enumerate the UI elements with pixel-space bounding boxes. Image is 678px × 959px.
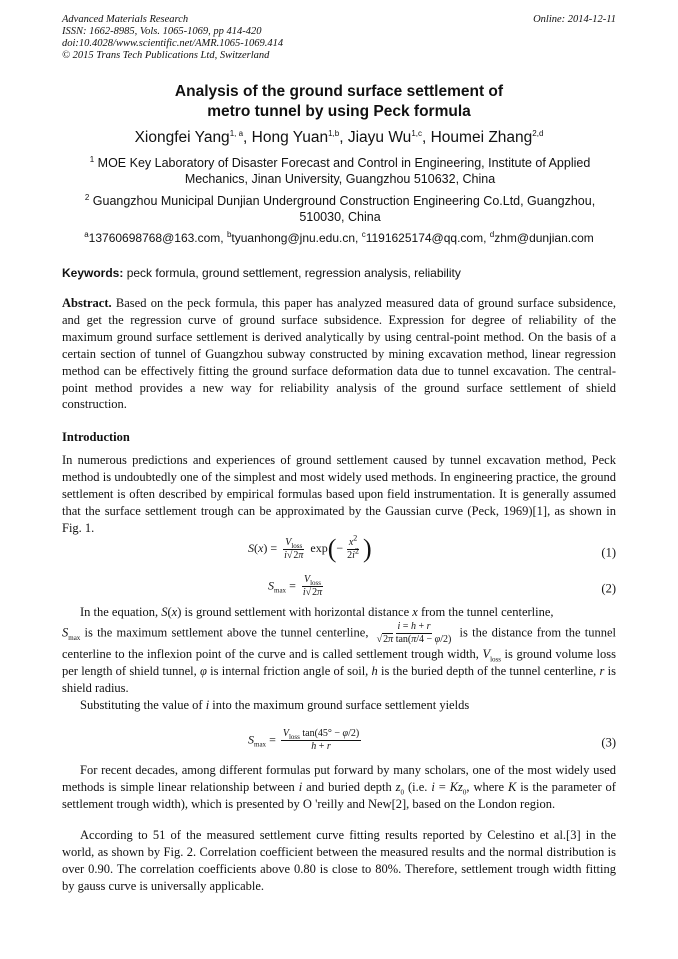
equation-explanation: In the equation, S(x) is ground settlement with horizontal distance x from the tunnel centerline, $S_{max}$ is the maximum settlement above the tunnel centerline, $\frac{i = h + r}{\text{√2π tan(π/4 − φ/2)}}$ is the distance from the tunnel centerline to the inflexion point of the curve and is called settlement trough width, $V_{loss}$ is ground volume loss per length of shield tunnel, φ is internal friction angle of soil, h is the buried depth of the tunnel centerline, r is shield radius. Substituting the value of i into the maximum ground surface settlement yields xyxy=(62,605,616,712)
issn: ISSN: 1662-8985, Vols. 1065-1069, pp 414-420 xyxy=(62,26,262,37)
online-date: Online: 2014-12-11 xyxy=(533,14,616,25)
intro-paragraph: In numerous predictions and experiences of ground settlement caused by tunnel excavation method, Peck method is undoubtedly one of the simplest and most widely used methods. In engineering practice, the ground settlement is often described by empirical formulas based upon field instrumentation. It is generally assumed that the surface settlement trough can be approximated by the Gaussian curve (Peck, 1969)[1], as shown in Fig. 1. xyxy=(62,453,616,535)
journal-name: Advanced Materials Research xyxy=(62,14,189,25)
keywords-text: peck formula, ground settlement, regression analysis, reliability xyxy=(123,266,461,280)
author-name: Hong Yuan xyxy=(251,129,329,146)
doi: doi:10.4028/www.scientific.net/AMR.1065-1069.414 xyxy=(62,38,284,49)
abstract xyxy=(62,295,616,413)
email: 1191625174@qq.com, xyxy=(365,231,490,245)
affiliation-2: $^2$ Guangzhou Municipal Dunjian Underground Construction Engineering Co.Ltd, Guangzhou, 510030, China xyxy=(84,192,596,224)
author-name: Houmei Zhang xyxy=(430,129,533,146)
equation-1: S(x) = $\frac{V_{loss}}{i√2\pi}$ exp(− $\frac{x^2}{2i^2}$ ) (1) xyxy=(248,533,616,563)
copyright: © 2015 Trans Tech Publications Ltd, Switzerland xyxy=(62,50,270,61)
email-list: $^a$13760698768@163.com, $^b$tyuanhong@jnu.edu.cn, $^c$1191625174@qq.com, $^d$zhm@dunjian.com xyxy=(84,230,594,245)
keywords xyxy=(62,265,616,281)
email: zhm@dunjian.com xyxy=(494,231,594,245)
author-name: Jiayu Wu xyxy=(347,129,412,146)
paper-title: Analysis of the ground surface settlement of metro tunnel by using Peck formula xyxy=(174,83,504,120)
author-name: Xiongfei Yang xyxy=(134,129,230,146)
journal-header xyxy=(62,14,283,62)
author-list: Xiongfei Yang$^{1, a}$, Hong Yuan$^{1,b}$, Jiayu Wu$^{1,c}$, Houmei Zhang$^{2,d}$ xyxy=(134,128,544,146)
abstract-label: Abstract. xyxy=(62,296,112,310)
keywords-label: Keywords: xyxy=(62,266,124,280)
equation-3: $S_{max}$ = $\frac{V_{loss} \tan(45^\circ - \varphi/2)}{h + r}$ (3) xyxy=(248,728,616,752)
equation-number: (2) xyxy=(601,581,616,596)
abstract-text: Based on the peck formula, this paper has analyzed measured data of ground surface subsidence, and get the regression curve of ground surface subsidence. Expression for degree of reliability of the maximum ground surface settlement is derived analytically by using central-point method. On the basis of a certain section of tunnel of Guangzhou subway constructed by mining excavation method, linear regression method can be effectively fitting the ground surface deformation data due to tunnel excavation. The central-point method provides a new way for reliability analysis of the ground surface settlement of shield construction. xyxy=(62,296,616,412)
body-paragraph: For recent decades, among different formulas put forward by many scholars, one of the most widely used methods is simple linear relationship between i and buried depth $z_0$ (i.e. $i = Kz_0$, where K is the parameter of settlement trough width), which is presented by O 'reilly and New[2], based on the London region. xyxy=(62,763,616,811)
equation-number: (1) xyxy=(601,545,616,560)
equation-number: (3) xyxy=(601,735,616,750)
body-paragraph: According to 51 of the measured settlement curve fitting results reported by Celestino et al.[3] in the world, as shown by Fig. 2. Correlation coefficient between the measured results and the normal distribution is over 0.90. The correlation coefficients above 0.80 is close to 80%. Therefore, settlement trough width fitting by gauss curve is universally applicable. xyxy=(62,828,616,893)
section-heading: Introduction xyxy=(62,430,130,444)
email: tyuanhong@jnu.edu.cn, xyxy=(231,231,362,245)
email: 13760698768@163.com, xyxy=(88,231,227,245)
affiliation-1: $^1$ MOE Key Laboratory of Disaster Forecast and Control in Engineering, Institute of Applied Mechanics, Jinan University, Guangzhou 510632, China xyxy=(89,154,591,186)
equation-2: $S_{max}$ = $\frac{V_{loss}}{i√2\pi}$ (2) xyxy=(268,574,616,598)
